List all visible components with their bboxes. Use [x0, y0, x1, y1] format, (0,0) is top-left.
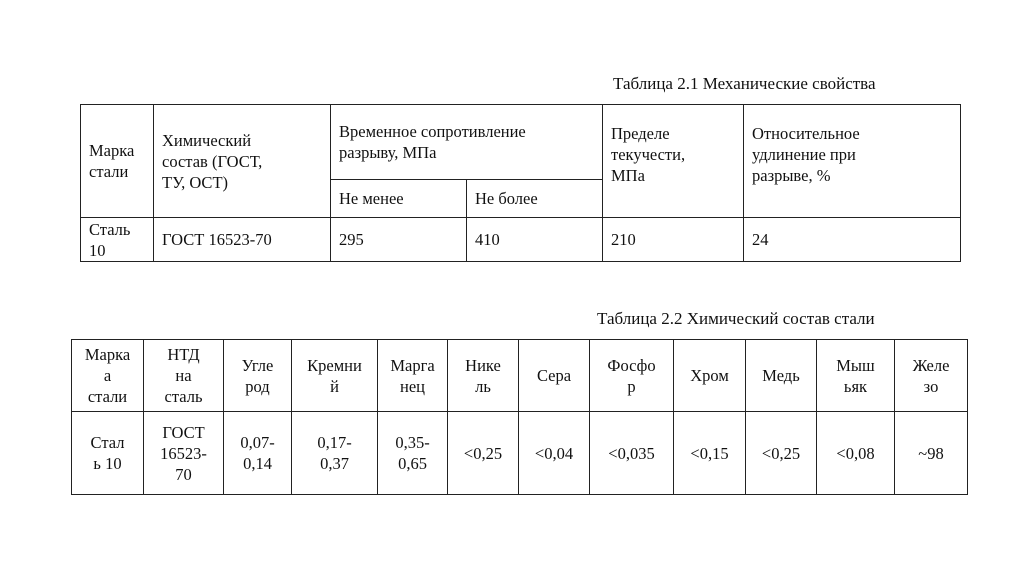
cell-grade: Стал ь 10	[72, 412, 144, 495]
header-tensile-min: Не менее	[331, 180, 467, 218]
cell-silicon: 0,17- 0,37	[292, 412, 378, 495]
cell-elongation: 24	[744, 218, 961, 262]
cell-ntd: ГОСТ 16523- 70	[144, 412, 224, 495]
cell-chromium: <0,15	[674, 412, 746, 495]
header-chromium: Хром	[674, 340, 746, 412]
header-yield-strength: Пределе текучести, МПа	[603, 105, 744, 218]
table1-caption: Таблица 2.1 Механические свойства	[613, 74, 876, 93]
table-row	[72, 412, 968, 495]
header-ntd: НТД на сталь	[144, 340, 224, 412]
header-silicon: Кремни й	[292, 340, 378, 412]
header-tensile-strength: Временное сопротивление разрыву, МПа	[331, 105, 603, 180]
header-arsenic: Мыш ьяк	[817, 340, 895, 412]
cell-iron: ~98	[895, 412, 968, 495]
cell-copper: <0,25	[746, 412, 817, 495]
header-phosphorus: Фосфо р	[590, 340, 674, 412]
header-iron: Желе зо	[895, 340, 968, 412]
cell-sulfur: <0,04	[519, 412, 590, 495]
chemical-composition-table	[71, 339, 968, 495]
cell-arsenic: <0,08	[817, 412, 895, 495]
header-carbon: Угле род	[224, 340, 292, 412]
header-grade: Марка стали	[81, 105, 154, 218]
header-nickel: Нике ль	[448, 340, 519, 412]
header-chem-standard: Химический состав (ГОСТ, ТУ, ОСТ)	[154, 105, 331, 218]
header-elongation: Относительное удлинение при разрыве, %	[744, 105, 961, 218]
cell-nickel: <0,25	[448, 412, 519, 495]
header-grade: Марка а стали	[72, 340, 144, 412]
header-tensile-max: Не более	[467, 180, 603, 218]
cell-phosphorus: <0,035	[590, 412, 674, 495]
cell-manganese: 0,35- 0,65	[378, 412, 448, 495]
cell-tensile-max: 410	[467, 218, 603, 262]
table-row	[81, 218, 961, 262]
header-copper: Медь	[746, 340, 817, 412]
header-manganese: Марга нец	[378, 340, 448, 412]
cell-tensile-min: 295	[331, 218, 467, 262]
table2-caption: Таблица 2.2 Химический состав стали	[597, 309, 875, 328]
mechanical-properties-table	[80, 104, 961, 262]
cell-yield-strength: 210	[603, 218, 744, 262]
header-sulfur: Сера	[519, 340, 590, 412]
cell-chem-standard: ГОСТ 16523-70	[154, 218, 331, 262]
cell-carbon: 0,07- 0,14	[224, 412, 292, 495]
cell-grade: Сталь 10	[81, 218, 154, 262]
